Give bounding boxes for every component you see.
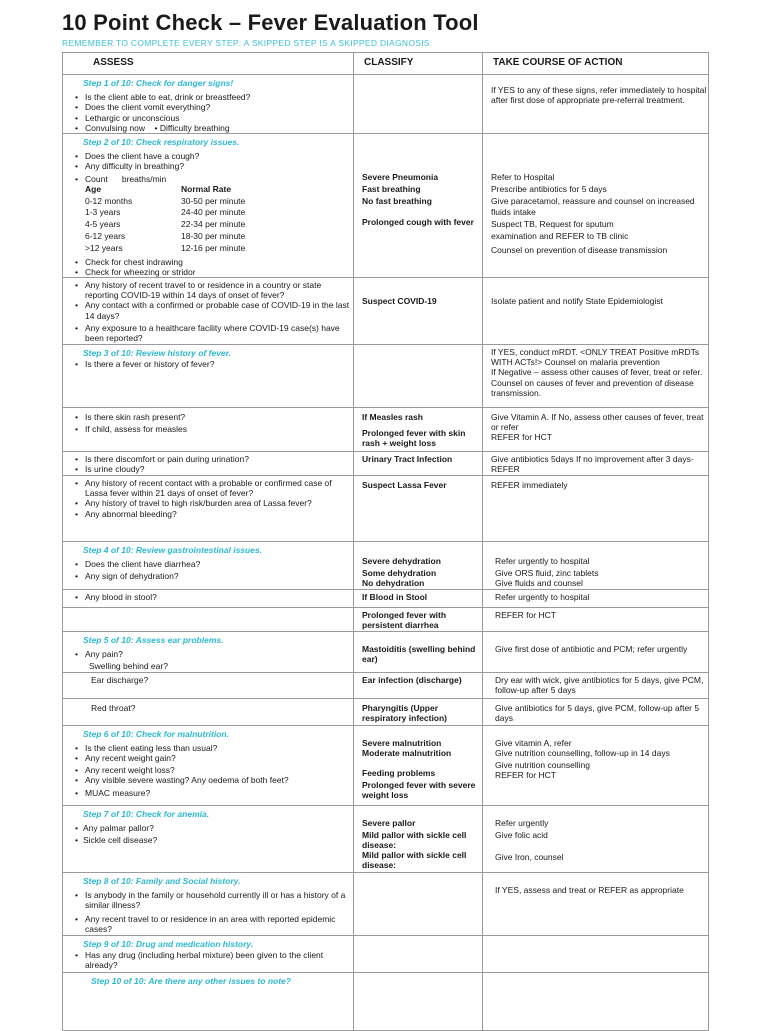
step7-assess: [63, 805, 354, 872]
list-item: • Check for chest indrawing: [63, 257, 353, 267]
list-item: Ear discharge?: [91, 674, 149, 685]
lassa-row: [63, 476, 709, 542]
classify-item: Prolonged fever with severe weight loss: [362, 780, 476, 801]
assess-header: ASSESS: [63, 53, 354, 75]
action-item: REFER for HCT: [495, 610, 556, 621]
list-item: Swelling behind ear?: [89, 661, 168, 672]
step8-title: Step 8 of 10: Family and Social history.: [83, 875, 241, 886]
action-item: Give antibiotics 5days If no improvement after 3 days- REFER: [491, 454, 694, 475]
classify-item: Moderate malnutrition: [362, 747, 452, 758]
action-item: Suspect TB, Request for sputum: [491, 218, 614, 229]
measles-action: [483, 408, 709, 452]
step2-classify: [354, 134, 483, 278]
ear-discharge-row: [63, 672, 709, 698]
classify-item: Urinary Tract Infection: [362, 454, 453, 465]
stool-assess: [63, 590, 354, 608]
classify-item: Suspect Lassa Fever: [362, 480, 447, 491]
step4-action: [483, 542, 709, 590]
step5-assess: [63, 632, 354, 673]
list-item: • Count breaths/min: [63, 174, 353, 184]
step2-row: [63, 134, 709, 278]
page-subtitle: REMEMBER TO COMPLETE EVERY STEP: A SKIPPED STEP IS A SKIPPED DIAGNOSIS: [62, 38, 430, 48]
step10-assess: [63, 972, 354, 1030]
list-item: • Any abnormal bleeding?: [63, 509, 353, 519]
action-item: REFER immediately: [491, 480, 568, 491]
list-item: • Any difficulty in breathing?: [63, 161, 353, 171]
step3-classify: [354, 345, 483, 408]
classify-item: If Blood in Stool: [362, 592, 428, 603]
classify-item: Mastoiditis (swelling behind ear): [362, 644, 476, 665]
age-header: Age: [85, 183, 102, 194]
action-item: If YES, assess and treat or REFER as appropriate: [495, 884, 684, 895]
classify-item: Mild pallor with sickle cell disease:: [362, 850, 467, 871]
page-title: 10 Point Check – Fever Evaluation Tool: [62, 10, 479, 35]
classify-header: CLASSIFY: [354, 53, 483, 75]
rate-cell: 24-40 per minute: [181, 207, 246, 218]
covid-action: [483, 278, 709, 345]
classify-item: Mild pallor with sickle cell disease:: [362, 829, 467, 851]
step10-row: [63, 972, 709, 1030]
list-item: • Any recent weight loss?: [63, 765, 353, 775]
throat-assess: [63, 698, 354, 725]
list-item: • Is the client able to eat, drink or breastfeed?: [63, 92, 353, 102]
list-item: • Lethargic or unconscious: [63, 113, 353, 123]
classify-item: Severe pallor: [362, 817, 416, 828]
classify-item: No fast breathing: [362, 196, 432, 207]
age-cell: 6-12 years: [85, 231, 126, 242]
classify-item: Some dehydration: [362, 568, 437, 579]
list-item: • Any contact with a confirmed or probable case of COVID-19 in the last 14 days?: [63, 300, 353, 320]
list-item: • Check for wheezing or stridor: [63, 267, 353, 277]
uti-classify: [354, 452, 483, 476]
action-item: Give nutrition counselling: [495, 760, 590, 771]
step2-action: [483, 134, 709, 278]
list-item: • Is the client eating less than usual?: [63, 743, 353, 753]
action-item: Give antibiotics for 5 days, give PCM, follow-up after 5 days: [495, 702, 700, 723]
step7-title: Step 7 of 10: Check for anemia.: [83, 808, 210, 819]
step10-classify: [354, 972, 483, 1030]
action-item: Refer urgently: [495, 817, 549, 828]
classify-item: Fast breathing: [362, 184, 421, 195]
step6-assess: [63, 725, 354, 805]
step3-assess: [63, 345, 354, 408]
step5-action: [483, 632, 709, 673]
classify-item: Prolonged fever with persistent diarrhea: [362, 610, 447, 631]
list-item: • Is urine cloudy?: [63, 464, 353, 474]
step7-classify: [354, 805, 483, 872]
step1-action: [483, 75, 709, 134]
covid-assess: [63, 278, 354, 345]
classify-item: No dehydration: [362, 578, 425, 589]
diarrhea-classify: [354, 608, 483, 632]
diarrhea-assess: [63, 608, 354, 632]
uti-assess: [63, 452, 354, 476]
uti-action: [483, 452, 709, 476]
covid-row: [63, 278, 709, 345]
measles-assess: [63, 408, 354, 452]
step2-title: Step 2 of 10: Check respiratory issues.: [83, 137, 240, 148]
classify-item: Severe dehydration: [362, 556, 441, 567]
classify-item: Suspect COVID-19: [362, 296, 437, 307]
action-item: Give vitamin A, refer: [495, 737, 572, 748]
list-item: • Any history of recent contact with a probable or confirmed case of Lassa fever within 21 days of onset of fever?: [63, 478, 353, 498]
step3-action: [483, 345, 709, 408]
classify-item: Prolonged cough with fever: [362, 216, 474, 227]
step8-classify: [354, 872, 483, 935]
action-item: If YES, conduct mRDT. <ONLY TREAT Positive mRDTs WITH ACTs!> Counsel on malaria prevention: [491, 347, 700, 368]
step9-row: [63, 935, 709, 972]
stool-classify: [354, 590, 483, 608]
action-item: REFER for HCT: [491, 432, 552, 443]
action-item: Give nutrition counselling, follow-up in 14 days: [495, 747, 670, 758]
step1-action-text: If YES to any of these signs, refer immediately to hospital after first dose of appropriate pre-referral treatment.: [491, 85, 707, 106]
step3-row: [63, 345, 709, 408]
list-item: • Any exposure to a healthcare facility where COVID-19 case(s) have been reported?: [63, 323, 353, 343]
action-item: Dry ear with wick, give antibiotics for 5 days, give PCM, follow-up after 5 days: [495, 674, 704, 695]
ear-assess: [63, 672, 354, 698]
step8-action: [483, 872, 709, 935]
step6-action: [483, 725, 709, 805]
list-item: • Any blood in stool?: [63, 592, 353, 602]
ear-classify: [354, 672, 483, 698]
throat-classify: [354, 698, 483, 725]
stool-row: [63, 590, 709, 608]
action-item: Isolate patient and notify State Epidemiologist: [491, 296, 663, 307]
action-item: Give folic acid: [495, 829, 548, 840]
diarrhea-row: [63, 608, 709, 632]
lassa-action: [483, 476, 709, 542]
list-item: • Any visible severe wasting? Any oedema of both feet?: [63, 775, 353, 785]
list-item: • Any pain?: [63, 649, 353, 659]
step5-row: [63, 632, 709, 673]
step7-action: [483, 805, 709, 872]
throat-row: [63, 698, 709, 725]
step4-assess: [63, 542, 354, 590]
list-item: • Is there skin rash present?: [63, 412, 353, 422]
header-row: [63, 53, 709, 75]
rate-cell: 30-50 per minute: [181, 195, 246, 206]
list-item: Red throat?: [91, 702, 136, 713]
list-item: • Has any drug (including herbal mixture) been given to the client already?: [63, 950, 353, 970]
step5-title: Step 5 of 10: Assess ear problems.: [83, 635, 224, 646]
action-item: Refer urgently to hospital: [495, 592, 590, 603]
action-item: Give paracetamol, reassure and counsel on increased fluids intake: [491, 196, 695, 217]
classify-item: Severe malnutrition: [362, 737, 442, 748]
action-item: Prescribe antibiotics for 5 days: [491, 184, 607, 195]
diarrhea-action: [483, 608, 709, 632]
rate-cell: 22-34 per minute: [181, 219, 246, 230]
action-item: Give fluids and counsel: [495, 578, 583, 589]
step9-assess: [63, 935, 354, 972]
step8-row: [63, 872, 709, 935]
classify-item: Prolonged fever with skin rash + weight loss: [362, 428, 466, 449]
age-cell: >12 years: [85, 242, 123, 253]
action-header: TAKE COURSE OF ACTION: [483, 53, 709, 75]
action-item: Give Iron, counsel: [495, 852, 564, 863]
step6-classify: [354, 725, 483, 805]
step5-classify: [354, 632, 483, 673]
list-item: • Does the client vomit everything?: [63, 102, 353, 112]
evaluation-table: [62, 52, 709, 1031]
step10-title: Step 10 of 10: Are there any other issues to note?: [91, 975, 291, 986]
step7-row: [63, 805, 709, 872]
lassa-assess: [63, 476, 354, 542]
step1-title: Step 1 of 10: Check for danger signs!: [83, 78, 234, 88]
step4-title: Step 4 of 10: Review gastrointestinal issues.: [83, 545, 263, 556]
rate-cell: 18-30 per minute: [181, 231, 246, 242]
list-item: • Does the client have diarrhea?: [63, 559, 353, 569]
action-item: If Negative – assess other causes of fever, treat or refer. Counsel on causes of fever and prevention of disease transmission.: [491, 367, 703, 398]
list-item: • Any history of recent travel to or residence in a country or state reporting COVID-19 within 14 days of onset of fever?: [63, 280, 353, 300]
list-item: • If child, assess for measles: [63, 424, 353, 434]
measles-classify: [354, 408, 483, 452]
list-item: • Any sign of dehydration?: [63, 571, 353, 581]
lassa-classify: [354, 476, 483, 542]
action-item: Refer urgently to hospital: [495, 556, 590, 567]
step6-row: [63, 725, 709, 805]
action-item: Give first dose of antibiotic and PCM; refer urgently: [495, 644, 688, 655]
list-item: • Any recent weight gain?: [63, 753, 353, 763]
rate-table: [85, 184, 245, 255]
step3-title: Step 3 of 10: Review history of fever.: [83, 348, 231, 359]
step4-classify: [354, 542, 483, 590]
list-item: • Is there discomfort or pain during urination?: [63, 454, 353, 464]
throat-action: [483, 698, 709, 725]
list-item: • Any palmar pallor?: [63, 823, 353, 833]
list-item: • Is there a fever or history of fever?: [63, 359, 353, 369]
classify-item: Pharyngitis (Upper respiratory infection): [362, 702, 448, 723]
rate-header: Normal Rate: [181, 183, 232, 194]
action-item: examination and REFER to TB clinic: [491, 231, 629, 242]
classify-item: If Measles rash: [362, 412, 423, 423]
step10-action: [483, 972, 709, 1030]
classify-item: Ear infection (discharge): [362, 674, 462, 685]
list-item: • Sickle cell disease?: [63, 835, 353, 845]
list-item: • Is anybody in the family or household currently ill or has a history of a similar illness?: [63, 890, 353, 910]
uti-row: [63, 452, 709, 476]
step9-classify: [354, 935, 483, 972]
list-item: • Any recent travel to or residence in an area with reported epidemic cases?: [63, 914, 353, 934]
measles-row: [63, 408, 709, 452]
list-item: • Does the client have a cough?: [63, 151, 353, 161]
stool-action: [483, 590, 709, 608]
step6-title: Step 6 of 10: Check for malnutrition.: [83, 728, 229, 739]
action-item: REFER for HCT: [495, 770, 556, 781]
age-cell: 1-3 years: [85, 207, 121, 218]
age-cell: 4-5 years: [85, 219, 121, 230]
action-item: Give Vitamin A. If No, assess other causes of fever, treat or refer: [491, 412, 704, 433]
step1-row: [63, 75, 709, 134]
action-item: Refer to Hospital: [491, 172, 555, 183]
list-item: • Convulsing now • Difficulty breathing: [63, 123, 353, 133]
rate-cell: 12-16 per minute: [181, 242, 246, 253]
age-cell: 0-12 months: [85, 195, 133, 206]
step9-title: Step 9 of 10: Drug and medication history.: [83, 938, 254, 949]
action-item: Give ORS fluid, zinc tablets: [495, 568, 599, 579]
classify-item: Severe Pneumonia: [362, 172, 439, 183]
step1-classify: [354, 75, 483, 134]
step2-assess: [63, 134, 354, 278]
classify-item: Feeding problems: [362, 768, 436, 779]
step4-row: [63, 542, 709, 590]
list-item: • Any history of travel to high risk/burden area of Lassa fever?: [63, 498, 353, 508]
step1-assess: [63, 75, 354, 134]
covid-classify: [354, 278, 483, 345]
ear-action: [483, 672, 709, 698]
action-item: Counsel on prevention of disease transmission: [491, 245, 668, 256]
step9-action: [483, 935, 709, 972]
step8-assess: [63, 872, 354, 935]
list-item: • MUAC measure?: [63, 788, 353, 798]
